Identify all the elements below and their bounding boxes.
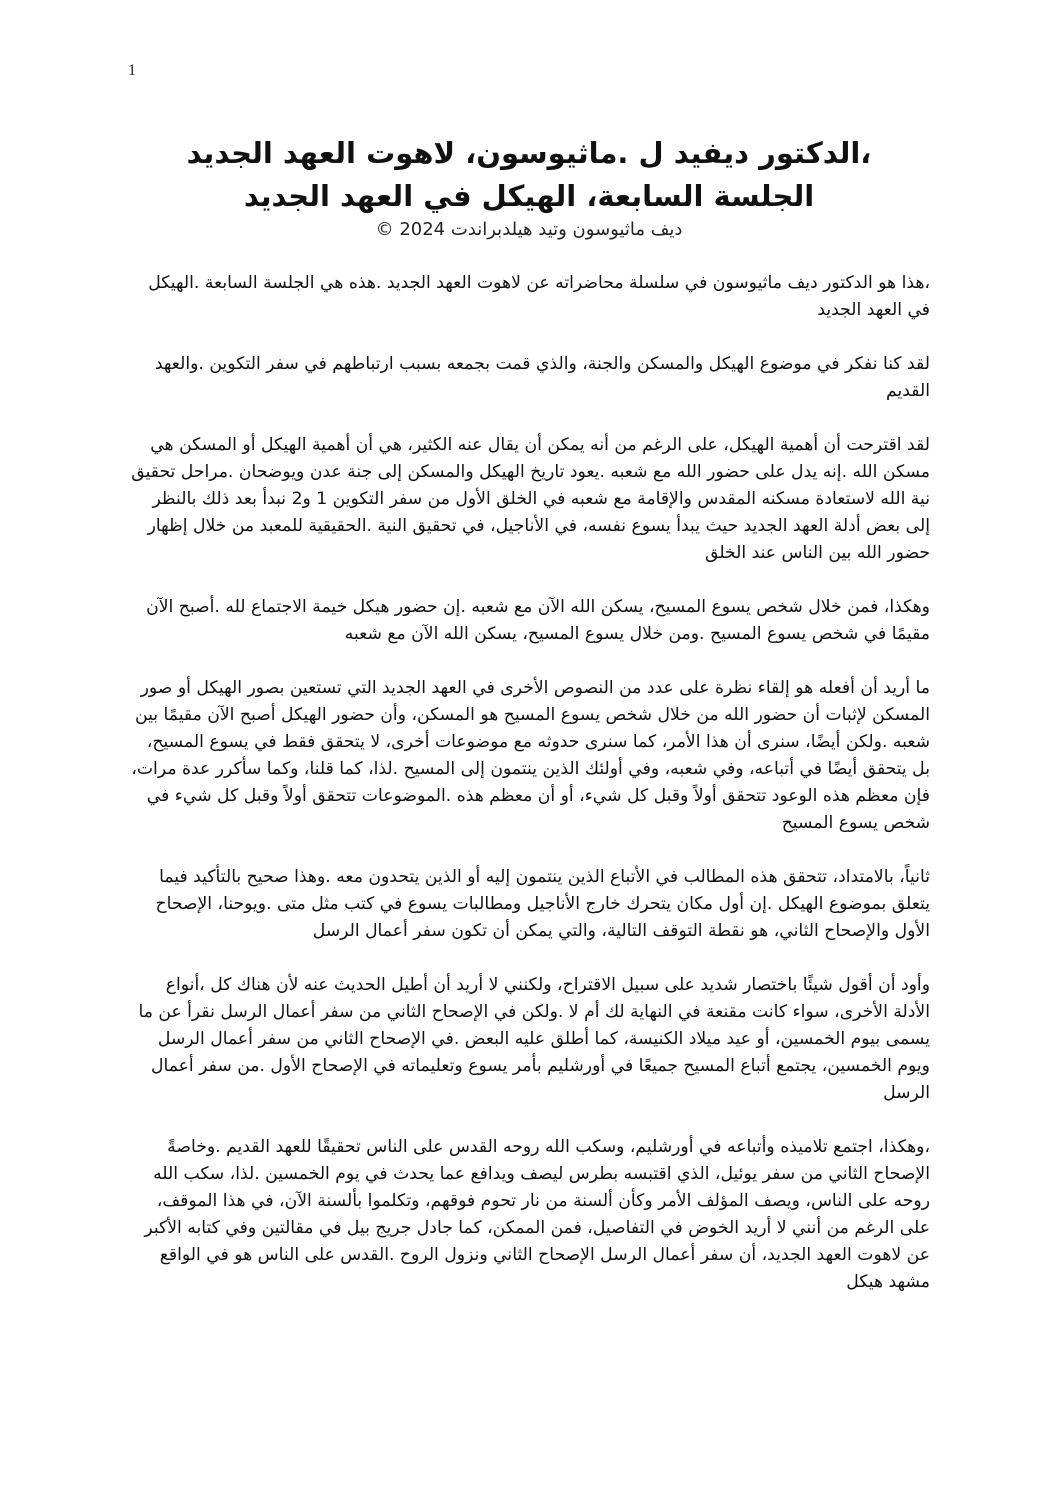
copyright-notice: ديف ماثيوسون وتيد هيلدبراندت 2024 © — [375, 219, 683, 240]
document-title-line-2: الجلسة السابعة، الهيكل في العهد الجديد — [243, 179, 815, 213]
paragraph-followers: ثانياً، بالامتداد، تتحقق هذه المطالب في الأتباع الذين ينتمون إليه أو الذين يتحدون معه .وهذا صحيح بالتأكيد فيما يتعلق بموضوع الهيكل .إن أول مكان يتحرك خارج الأناجيل ومطالبات يسوع في كتب مثل متى .ويوحنا، الإصحاح الأول والإصحاح الثاني، هو نقطة التوقف التالية، والتي يمكن أن تكون سفر أعمال الرسل — [155, 867, 930, 941]
paragraph-intro: ،هذا هو الدكتور ديف ماثيوسون في سلسلة محاضراته عن لاهوت العهد الجديد .هذه هي الجلسة السابعة .الهيكل في العهد الجديد — [148, 273, 930, 320]
document-header — [0, 132, 1058, 242]
paragraph-christ-presence: وهكذا، فمن خلال شخص يسوع المسيح، يسكن الله الآن مع شعبه .إن حضور هيكل خيمة الاجتماع لله .أصبح الآن مقيمًا في شخص يسوع المسيح .ومن خلال يسوع المسيح، يسكن الله الآن مع شعبه — [146, 597, 930, 644]
page-number: 1 — [128, 62, 136, 79]
paragraph-pentecost: ،وهكذا، اجتمع تلاميذه وأتباعه في أورشليم، وسكب الله روحه القدس على الناس تحقيقًا للعهد القديم .وخاصةً الإصحاح الثاني من سفر يوئيل، الذي اقتبسه بطرس ليصف ويدافع عما يحدث في يوم الخمسين .لذا، سكب الله روحه على الناس، ويصف المؤلف الأمر وكأن ألسنة من نار تحوم فوقهم، وتكلموا بألسنة الآن، في هذا الموقف، على الرغم من أنني لا أريد الخوض في التفاصيل، فمن الممكن، كما جادل جريج بيل في مقالتين وفي كتابه الأكبر عن لاهوت العهد الجديد، أن سفر أعمال الرسل الإصحاح الثاني ونزول الروح .القدس على الناس هو في الواقع مشهد هيكل — [144, 1137, 930, 1292]
paragraph-acts-2: وأود أن أقول شيئًا باختصار شديد على سبيل الاقتراح، ولكنني لا أريد أن أطيل الحديث عنه لأن هناك كل ،أنواع الأدلة الأخرى، سواء كانت مقنعة في النهاية لك أم لا .ولكن في الإصحاح الثاني من سفر أعمال الرسل نقرأ عن ما يسمى بيوم الخمسين، أو عيد ميلاد الكنيسة، كما أطلق عليه البعض .في الإصحاح الثاني من سفر أعمال الرسل ويوم الخمسين، يجتمع أتباع المسيح جميعًا في أورشليم بأمر يسوع وتعليماته في الإصحاح الأول .من سفر أعمال الرسل — [138, 975, 930, 1103]
paragraph-nt-texts: ما أريد أن أفعله هو إلقاء نظرة على عدد من النصوص الأخرى في العهد الجديد التي تستعين بصور الهيكل أو صور المسكن لإثبات أن حضور الله من خلال شخص يسوع المسيح هو المسكن، وأن حضور الهيكل أصبح الآن مقيمًا بين شعبه .ولكن أيضًا، سنرى أن هذا الأمر، كما سنرى حدوثه مع موضوعات أخرى، لا يتحقق فقط في يسوع المسيح، بل يتحقق أيضًا في أتباعه، وفي شعبه، وفي أولئك الذين ينتمون إلى المسيح .لذا، كما قلنا، وكما سأكرر عدة مرات، فإن معظم هذه الوعود تتحقق أولاً وقبل كل شيء، أو أن معظم هذه .الموضوعات تتحقق أولاً وقبل كل شيء في شخص يسوع المسيح — [131, 678, 930, 833]
paragraph-themes: لقد كنا نفكر في موضوع الهيكل والمسكن والجنة، والذي قمت بجمعه بسبب ارتباطهم في سفر التكوين .والعهد القديم — [154, 354, 930, 401]
document-title-line-1: ،الدكتور ديفيد ل .ماثيوسون، لاهوت العهد الجديد — [186, 136, 872, 170]
document-body — [130, 270, 930, 1323]
paragraph-temple-significance: لقد اقترحت أن أهمية الهيكل، على الرغم من أنه يمكن أن يقال عنه الكثير، هي أن أهمية الهيكل أو المسكن هي مسكن الله .إنه يدل على حضور الله مع شعبه .يعود تاريخ الهيكل والمسكن إلى جنة عدن ويوضحان .مراحل تحقيق نية الله لاستعادة مسكنه المقدس والإقامة مع شعبه في الخلق الأول من سفر التكوين 1 و2 نبدأ بعد ذلك بالنظر إلى بعض أدلة العهد الجديد حيث يبدأ يسوع نفسه، في الأناجيل، في تحقيق النية .الحقيقية للمعبد من خلال إظهار حضور الله بين الناس عند الخلق — [131, 435, 930, 563]
